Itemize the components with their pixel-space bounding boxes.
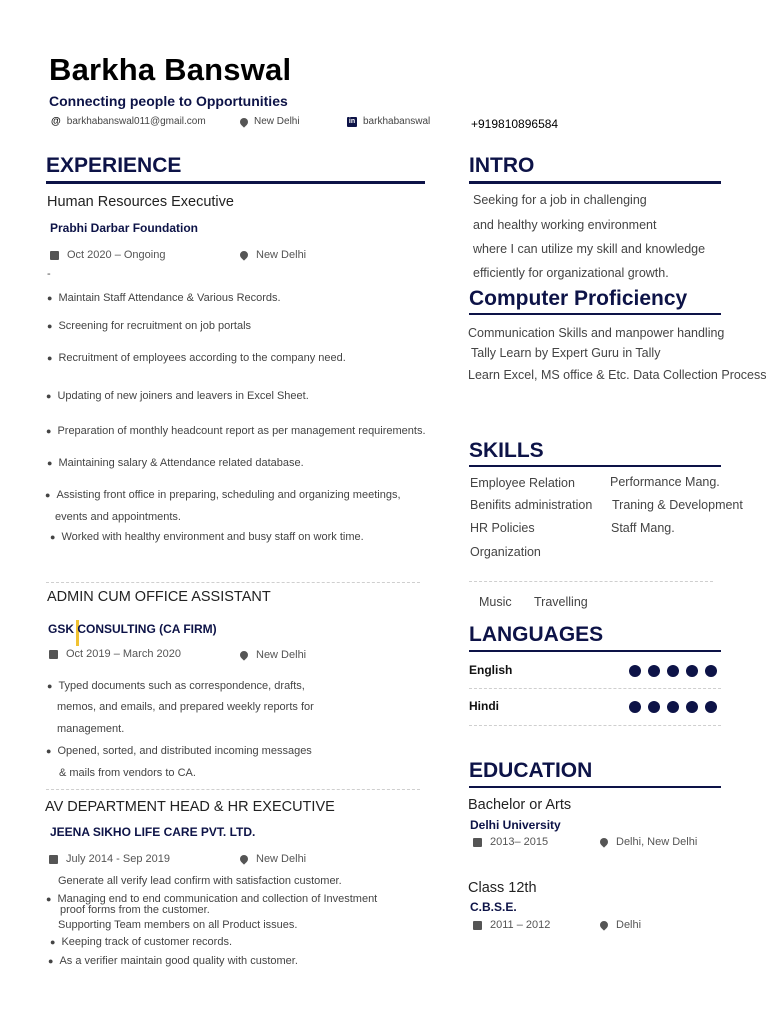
proficiency-dot [629,665,641,677]
education-years [473,919,550,931]
job-1-location [240,249,306,261]
intro-line: where I can utilize my skill and knowledge [473,242,706,256]
job-1-dash: - [47,268,51,280]
job-3-role: AV DEPARTMENT HEAD & HR EXECUTIVE [45,799,335,815]
list-item-continuation: memos, and emails, and prepared weekly reports for [57,701,314,713]
skill-item: Performance Mang. [610,475,720,489]
list-item: ● Typed documents such as correspondence, drafts, [47,680,305,692]
language-level-hindi [629,701,717,713]
list-item: Generate all verify lead confirm with satisfaction customer. [58,875,342,887]
skill-item: HR Policies [470,521,535,535]
education-school: Delhi University [470,818,561,832]
job-1-org: Prabhi Darbar Foundation [50,221,199,235]
job-2-location [240,649,306,661]
list-item-continuation: & mails from vendors to CA. [59,767,196,779]
job-2-role: ADMIN CUM OFFICE ASSISTANT [47,589,271,605]
list-item: ● Assisting front office in preparing, scheduling and organizing meetings, [45,489,401,501]
location-pin-icon [238,116,249,127]
intro-line: and healthy working environment [473,218,657,232]
languages-title: LANGUAGES [469,623,604,646]
job-2-org: GSK CONSULTING (CA FIRM) [48,622,217,636]
resume-name: Barkha Banswal [49,52,292,87]
education-years [473,836,548,848]
job-1-role: Human Resources Executive [47,194,234,210]
calendar-icon [473,921,482,930]
languages-rule [469,650,721,652]
proficiency-dot [648,665,660,677]
proficiency-dot [686,701,698,713]
list-item: ● Keeping track of customer records. [50,936,233,948]
job-3-location-text: New Delhi [256,853,307,865]
skill-item: Staff Mang. [611,521,675,535]
education-years-text: 2011 – 2012 [490,919,551,931]
calendar-icon [473,838,482,847]
divider [469,581,713,582]
location-contact [240,116,300,127]
computer-title: Computer Proficiency [469,287,688,310]
skill-item: Employee Relation [470,476,575,490]
proficiency-dot [629,701,641,713]
list-item: ● Managing end to end communication and collection of Investment [46,893,378,905]
language-name: English [469,663,513,677]
computer-line: Learn Excel, MS office & Etc. Data Collection Process [468,368,767,382]
proficiency-dot [705,665,717,677]
list-item-continuation: management. [57,723,125,735]
divider [46,582,420,583]
tagline: Connecting people to Opportunities [49,93,288,109]
calendar-icon [49,855,58,864]
education-degree: Bachelor or Arts [468,797,572,813]
job-2-dates [49,648,181,660]
computer-rule [469,313,721,315]
education-location [600,836,697,848]
education-rule [469,786,721,788]
education-location [600,919,641,931]
computer-line: Communication Skills and manpower handling [468,326,725,340]
list-item: Supporting Team members on all Product issues. [58,919,298,931]
proficiency-dot [667,665,679,677]
linkedin-contact [347,116,430,127]
at-icon: @ [51,116,61,127]
divider [469,688,721,689]
list-item: ● Updating of new joiners and leavers in Excel Sheet. [46,390,309,402]
job-1-dates-text: Oct 2020 – Ongoing [67,249,166,261]
intro-rule [469,181,721,184]
education-degree: Class 12th [468,880,537,896]
list-item-continuation: proof forms from the customer. [60,904,210,916]
proficiency-dot [667,701,679,713]
list-item: ● Opened, sorted, and distributed incoming messages [46,745,312,757]
location-pin-icon [598,919,609,930]
phone-number: +919810896584 [471,117,559,131]
skill-item: Benifits administration [470,498,593,512]
proficiency-dot [648,701,660,713]
divider [46,789,420,790]
education-location-text: Delhi, New Delhi [616,836,698,848]
location-text: New Delhi [254,116,300,127]
education-years-text: 2013– 2015 [490,836,549,848]
hobby-item: Travelling [534,595,588,609]
list-item: ● Worked with healthy environment and busy staff on work time. [50,531,364,543]
location-pin-icon [238,853,249,864]
intro-line: efficiently for organizational growth. [473,266,669,280]
proficiency-dot [686,665,698,677]
list-item: ● As a verifier maintain good quality with customer. [48,955,298,967]
intro-line: Seeking for a job in challenging [473,193,647,207]
proficiency-dot [705,701,717,713]
calendar-icon [50,251,59,260]
calendar-icon [49,650,58,659]
intro-title: INTRO [469,154,535,177]
job-1-dates [50,249,165,261]
divider [469,725,721,726]
list-item: ● Maintaining salary & Attendance related database. [47,457,304,469]
list-item: ● Recruitment of employees according to the company need. [47,352,346,364]
skills-title: SKILLS [469,439,544,462]
list-item: ● Maintain Staff Attendance & Various Records. [47,292,281,304]
location-pin-icon [238,649,249,660]
job-3-dates-text: July 2014 - Sep 2019 [66,853,170,865]
location-pin-icon [598,836,609,847]
experience-title: EXPERIENCE [46,154,182,177]
skill-item: Traning & Development [612,498,743,512]
linkedin-icon: in [348,117,356,125]
list-item-continuation: events and appointments. [55,511,181,523]
language-level-english [629,665,717,677]
job-3-location [240,853,306,865]
experience-rule [46,181,425,184]
language-name: Hindi [469,699,499,713]
list-item: ● Preparation of monthly headcount report as per management requirements. [46,425,426,437]
location-pin-icon [238,249,249,260]
linkedin-text: barkhabanswal [363,116,431,127]
job-2-dates-text: Oct 2019 – March 2020 [66,648,181,660]
education-title: EDUCATION [469,759,593,782]
job-3-org: JEENA SIKHO LIFE CARE PVT. LTD. [50,825,256,839]
computer-line: Tally Learn by Expert Guru in Tally [471,346,661,360]
education-location-text: Delhi [616,919,642,931]
job-1-location-text: New Delhi [256,249,307,261]
job-3-dates [49,853,170,865]
education-school: C.B.S.E. [470,900,517,914]
list-item: ● Screening for recruitment on job portals [47,320,252,332]
hobby-item: Music [479,595,512,609]
email-contact [51,116,206,127]
skill-item: Organization [470,545,541,559]
job-2-location-text: New Delhi [256,649,307,661]
skills-rule [469,465,721,467]
email-text: barkhabanswal011@gmail.com [66,116,206,127]
